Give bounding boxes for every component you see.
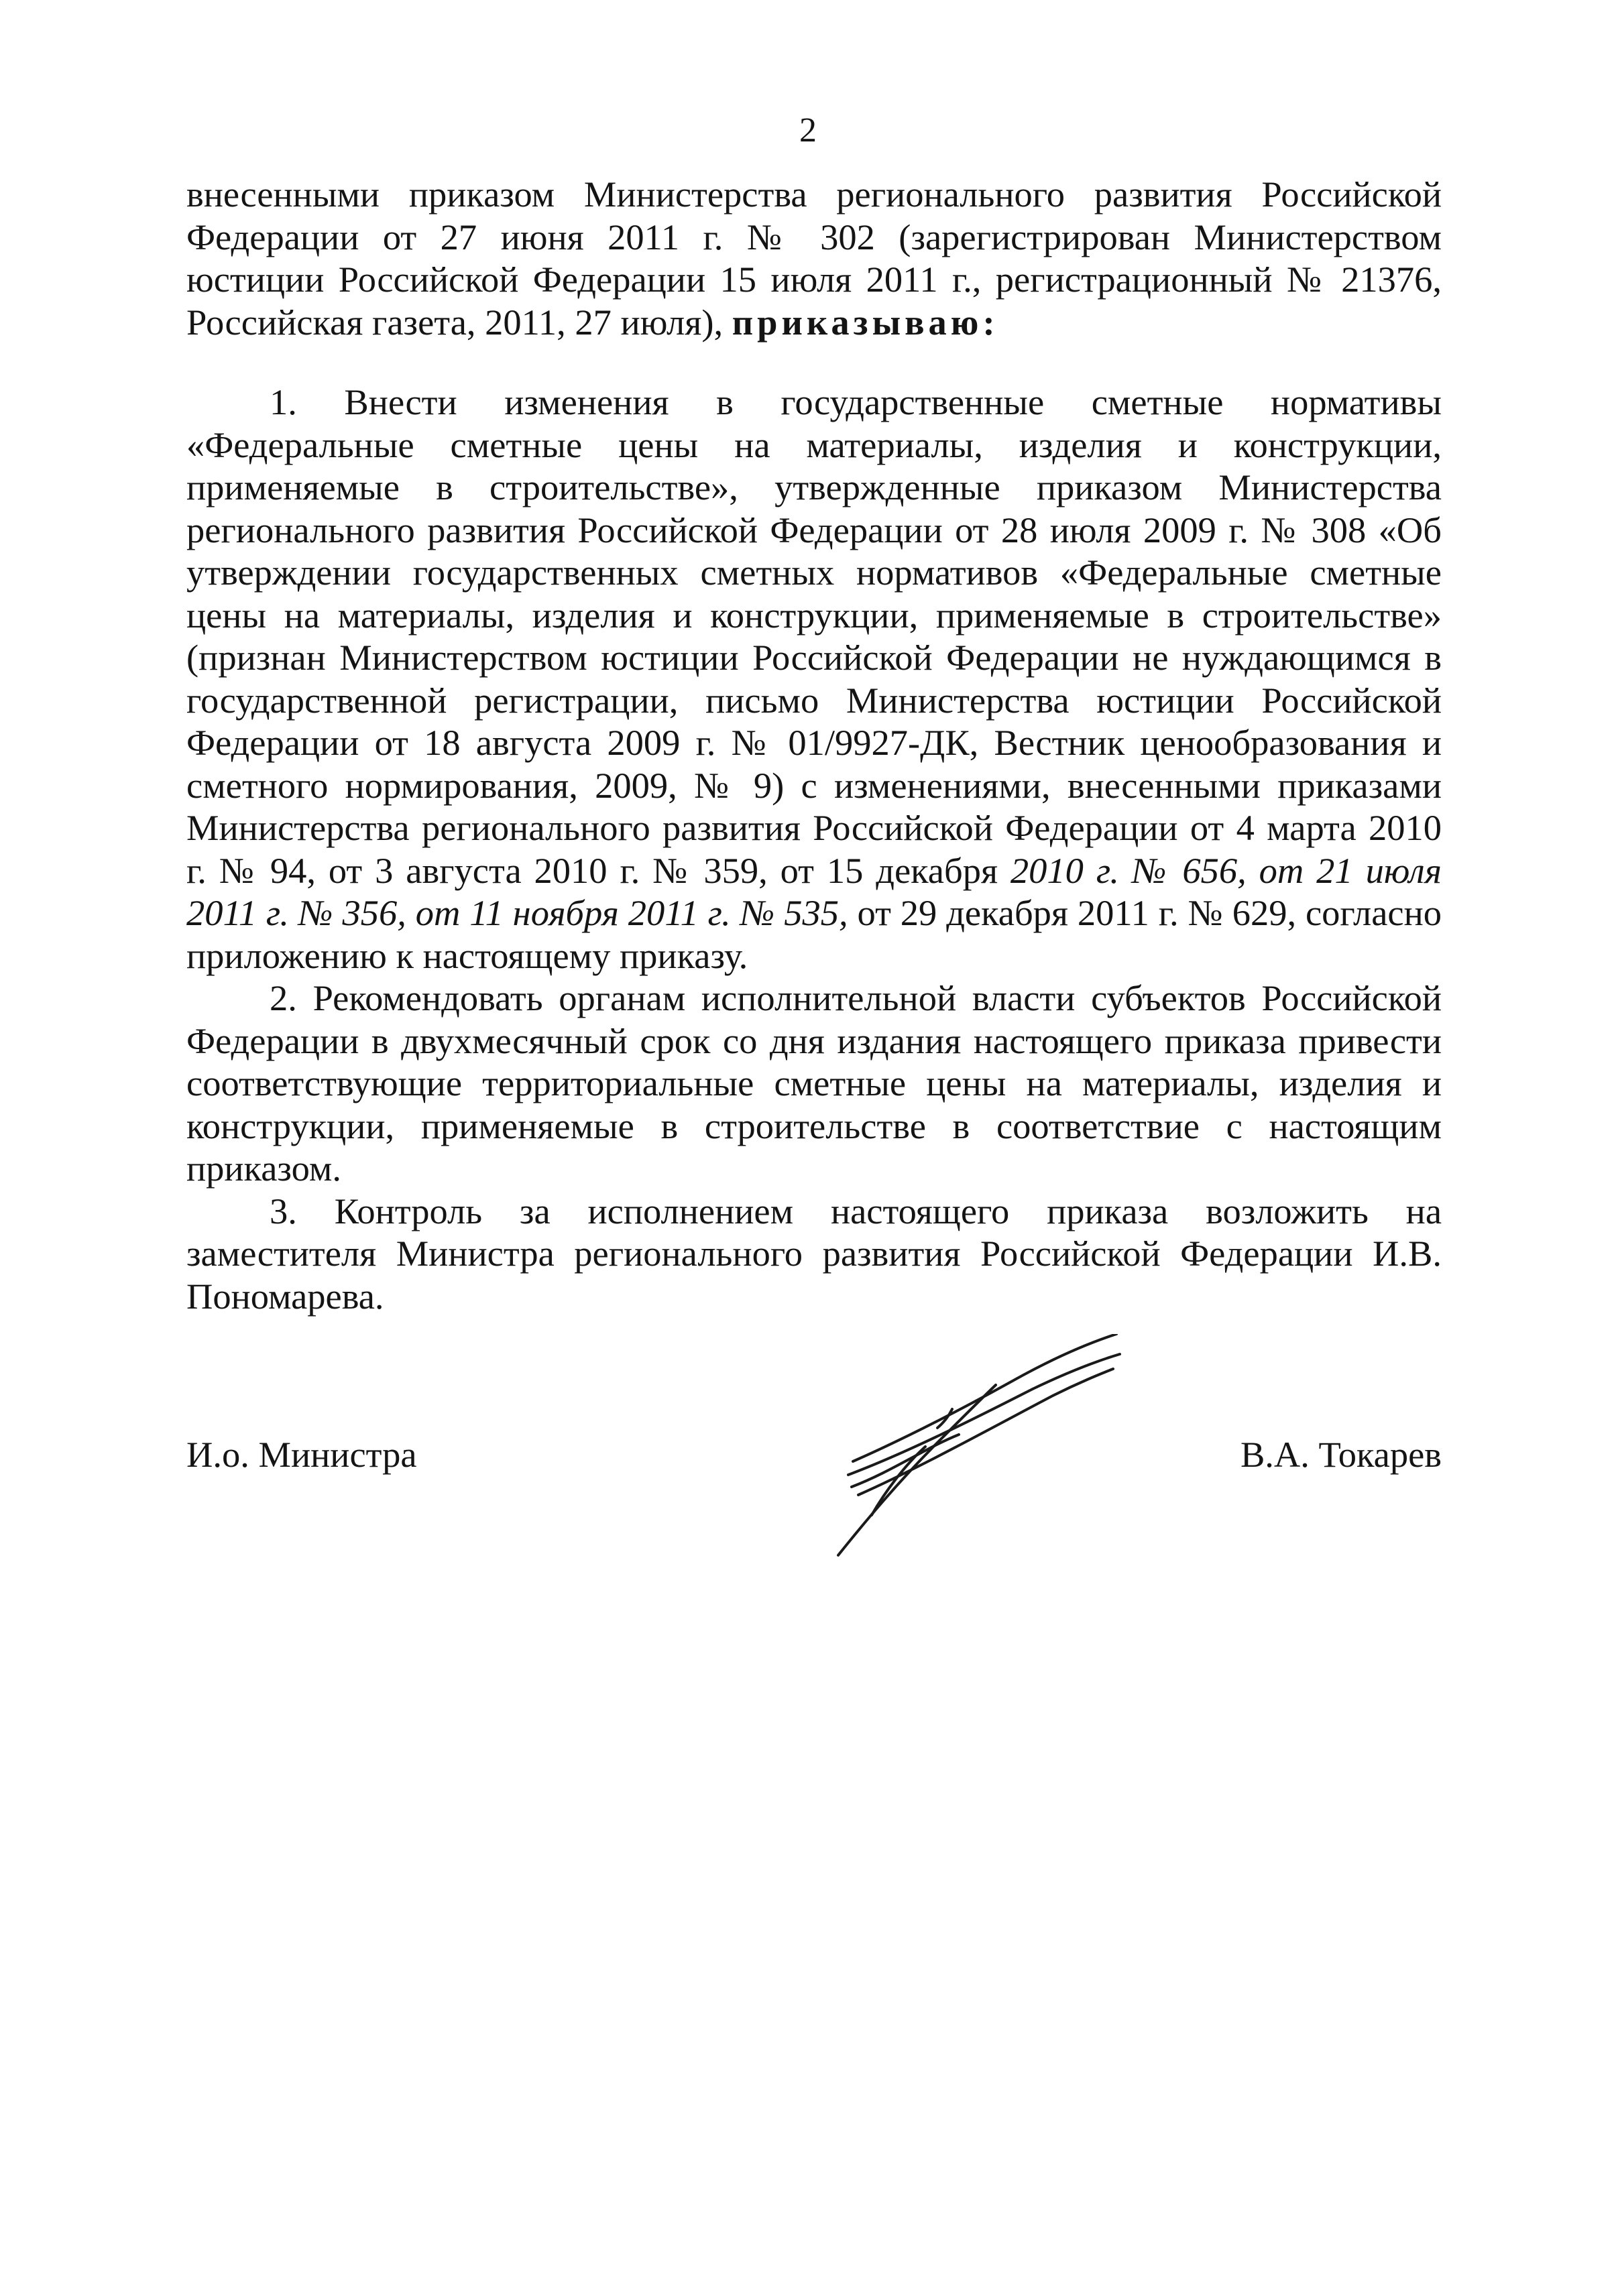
item-1-text: Внести изменения в государственные сметные нормативы «Федеральные сметные цены на материалы, изделия и конструкции, применяемые в строительстве», утвержденные приказом Министерства регионального развития Российской Федерации от 28 июля 2009 г. № 308 «Об утверждении государственных сметных нормативов «Федеральные сметные цены на материалы, изделия и конструкции, применяемые в строительстве» (признан Министерством юстиции Российской Федерации не нуждающимся в государственной регистрации, письмо Министерства юстиции Российской Федерации от 18 августа 2009 г. № 01/9927-ДК, Вестник ценообразования и сметного нормирования, 2009, № 9) с изменениями, внесенными приказами Министерства регионального развития Российской Федерации от 4 марта 2010 г. № 94, от 3 августа 2010 г. № 359, от 15 декабря: [186, 381, 1442, 891]
intro-text: внесенными приказом Министерства регионального развития Российской Федерации от 27 июня 2011 г. № 302 (зарегистрирован Министерством юстиции Российской Федерации 15 июля 2011 г., регистрационный № 21376, Российская газета, 2011, 27 июля),: [186, 174, 1442, 343]
signatory-name: В.А. Токарев: [1240, 1434, 1442, 1475]
item-1-number: 1.: [270, 381, 297, 422]
signatory-title: И.о. Министра: [186, 1434, 417, 1475]
intro-paragraph: [186, 173, 1442, 343]
item-3-number: 3.: [270, 1190, 297, 1231]
item-3-text: Контроль за исполнением настоящего приказа возложить на заместителя Министра регионального развития Российской Федерации И.В. Пономарева.: [186, 1190, 1442, 1317]
item-1-paragraph: [186, 381, 1442, 977]
handwritten-signature: [811, 1334, 1133, 1562]
page-number: 2: [799, 111, 817, 149]
document-body: [186, 173, 1442, 1317]
item-1-italic-text: 2010 г. № 656, от 21 июля 2011 г. № 356, от 11 ноября 2011 г. № 535,: [186, 849, 1442, 933]
item-2-text: Рекомендовать органам исполнительной власти субъектов Российской Федерации в двухмесячный срок со дня издания настоящего приказа привести соответствующие территориальные сметные цены на материалы, изделия и конструкции, применяемые в строительстве в соответствие с настоящим приказом.: [186, 977, 1442, 1189]
item-3-paragraph: [186, 1190, 1442, 1318]
item-1-text-end: от 29 декабря 2011 г. № 629, согласно приложению к настоящему приказу.: [186, 892, 1442, 976]
item-2-number: 2.: [270, 977, 297, 1018]
item-2-paragraph: [186, 977, 1442, 1190]
order-command: приказываю:: [732, 301, 999, 343]
